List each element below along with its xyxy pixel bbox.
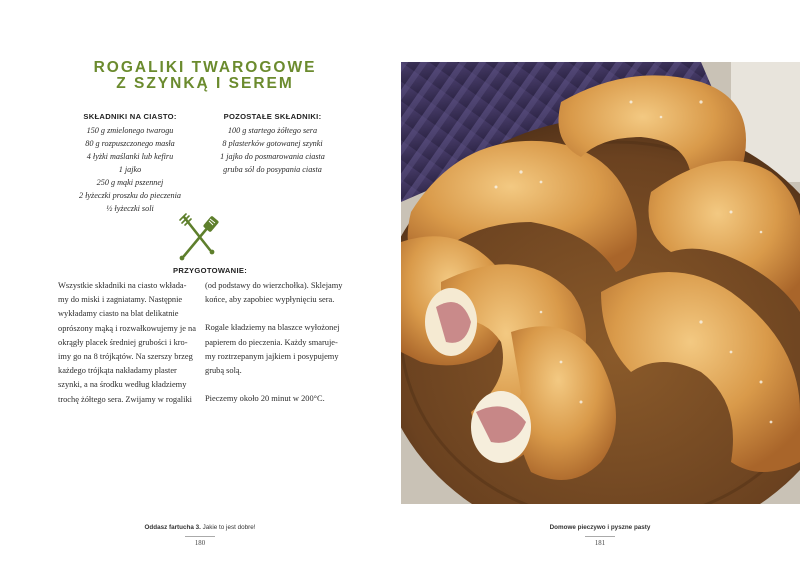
preparation-right-column [205,279,355,406]
footer-left [120,524,280,547]
chapter-title [520,524,680,531]
paragraph [205,279,355,307]
text-line: papierem do pieczenia. Każdy smaruje- [205,337,338,347]
text-line: my do miski i zagniatamy. Następnie [58,295,183,305]
paragraph [205,321,355,378]
footer-right [520,524,680,547]
title-line-1: ROGALIKI TWAROGOWE [93,59,317,76]
title-line-2: Z SZYNKĄ I SEREM [116,75,294,92]
ingredient-item: 150 g zmielonego twarogu [86,126,174,135]
ingredient-item: 80 g rozpuszczonego masła [85,139,175,148]
page-number-right: 181 [594,540,606,547]
footer-divider [185,536,215,537]
ingredient-item: 4 łyżki maślanki lub kefiru [86,152,174,161]
text-line: oprószony mąką i rozwałkowujemy je na [58,323,196,333]
text-line: Wszystkie składniki na ciasto wkłada- [58,281,187,290]
recipe-title [90,60,320,92]
text-line: imy go na 8 trójkątów. Na szerszy brzeg [58,352,193,362]
text-line: my roztrzepanym jajkiem i posypujemy [205,351,339,361]
text-line: końce, aby zapobiec wypłynięciu sera. [205,295,335,305]
ingredient-item: 2 łyżeczki proszku do pieczenia [78,191,181,200]
text-line: grubą solą. [205,366,242,376]
text-line: Rogale kładziemy na blaszce wyłożonej [205,323,340,333]
other-heading: POZOSTAŁE SKŁADNIKI: [223,112,322,121]
footer-divider [585,536,615,537]
book-title-rest: Jakie to jest dobre! [202,524,256,531]
book-title-bold: Oddasz fartucha 3. [144,524,201,531]
paragraph [205,392,355,406]
ingredient-item: 1 jajko [118,165,142,174]
text-line: każdego trójkąta nakładamy plaster [58,366,177,376]
ingredient-item: 1 jajko do posmarowania ciasta [220,152,325,161]
dough-ingredients [55,110,205,215]
text-line: trochę żółtego sera. Zwijamy w rogaliki [58,394,192,404]
other-ingredients [200,110,345,176]
text-line: okrągły placek średniej grubości i kro- [58,337,188,347]
dough-heading: SKŁADNIKI NA CIASTO: [83,112,177,121]
preparation-heading: PRZYGOTOWANIE: [172,266,248,275]
text-line: Pieczemy około 20 minut w 200°C. [205,394,325,404]
ingredient-item: 100 g startego żółtego sera [227,126,318,135]
croissants-photo [401,62,800,504]
chapter-title-bold: Domowe pieczywo i pyszne pasty [549,524,651,531]
page-number-left: 180 [194,540,206,547]
preparation-left-column [58,279,198,407]
book-title [120,524,280,531]
ingredient-item: 250 g mąki pszennej [96,178,164,187]
ingredient-item: 8 plasterków gotowanej szynki [222,139,323,148]
text-line: szynki, a na środku według kładziemy [58,380,187,390]
ingredient-item: gruba sól do posypania ciasta [223,165,322,174]
text-line: (od podstawy do wierzchołka). Sklejamy [205,281,343,290]
text-line: wykładamy ciasto na blat delikatnie [58,309,179,319]
fork-and-spatula-icon [176,212,228,262]
ingredient-item: ½ łyżeczki soli [106,204,154,213]
